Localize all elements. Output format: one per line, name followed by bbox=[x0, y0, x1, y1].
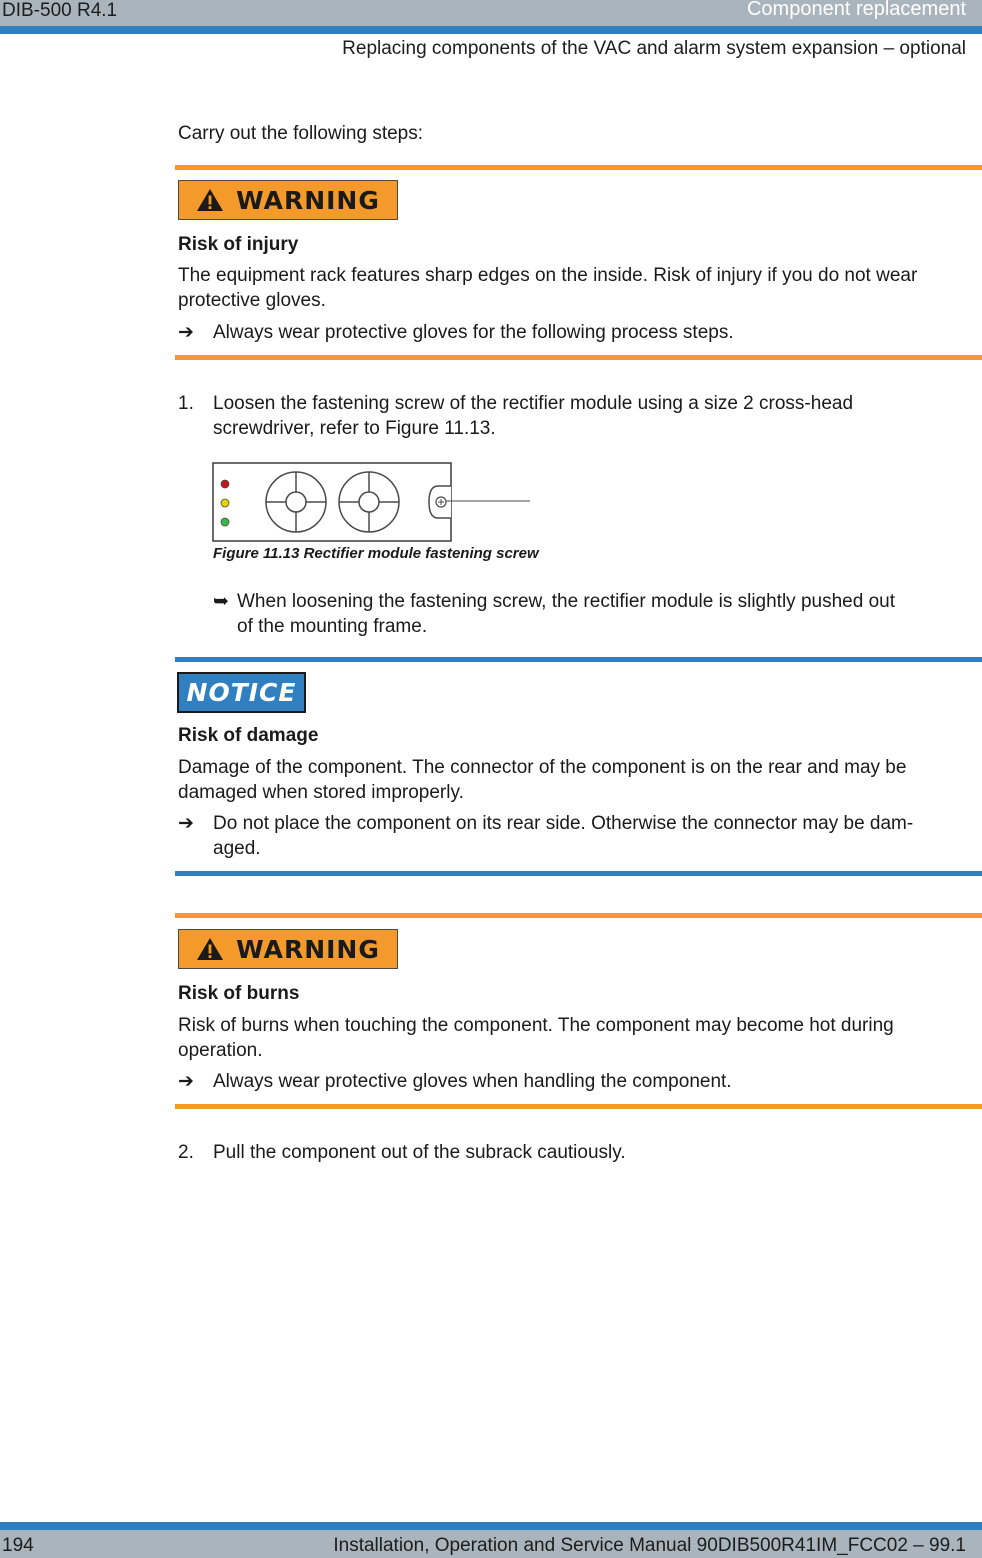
intro-text: Carry out the following steps: bbox=[178, 123, 424, 144]
notice-body-line1: Damage of the component. The connector of the component is on the rear and may be bbox=[178, 757, 907, 778]
warning1-body-line1: The equipment rack features sharp edges on the inside. Risk of injury if you do not wear bbox=[178, 265, 918, 286]
warning1-action: Always wear protective gloves for the following process steps. bbox=[213, 322, 734, 343]
notice-body-line2: damaged when stored improperly. bbox=[178, 782, 464, 803]
rectifier-module-figure bbox=[212, 462, 532, 544]
figure-caption: Figure 11.13 Rectifier module fastening screw bbox=[213, 545, 539, 562]
arrow-icon: ➔ bbox=[178, 322, 194, 343]
warning-triangle-icon bbox=[196, 937, 224, 961]
fan-icon bbox=[339, 472, 399, 532]
step1-line2: screwdriver, refer to Figure 11.13. bbox=[213, 418, 496, 439]
notice-label-text: NOTICE bbox=[186, 678, 297, 707]
warning-triangle-icon bbox=[196, 188, 224, 212]
warning2-title: Risk of burns bbox=[178, 983, 300, 1004]
notice-title: Risk of damage bbox=[178, 725, 319, 746]
step2-number: 2. bbox=[178, 1142, 194, 1163]
manual-title: Installation, Operation and Service Manual 90DIB500R41IM_FCC02 – 99.1 bbox=[333, 1535, 966, 1556]
led-yellow-indicator bbox=[221, 499, 229, 507]
result-line1: When loosening the fastening screw, the rectifier module is slightly pushed out bbox=[237, 591, 895, 612]
notice-top-rule bbox=[175, 657, 982, 662]
warning1-label bbox=[178, 180, 398, 220]
warning2-label bbox=[178, 929, 398, 969]
result-arrow-icon: ➥ bbox=[213, 591, 229, 612]
warning2-bottom-rule bbox=[175, 1104, 982, 1109]
doc-id: DIB-500 R4.1 bbox=[2, 0, 118, 21]
warning1-top-rule bbox=[175, 165, 982, 170]
led-red-indicator bbox=[221, 480, 229, 488]
step1-number: 1. bbox=[178, 393, 194, 414]
notice-label bbox=[177, 672, 306, 713]
arrow-icon: ➔ bbox=[178, 1071, 194, 1092]
warning2-body-line2: operation. bbox=[178, 1040, 263, 1061]
notice-action-line2: aged. bbox=[213, 838, 261, 859]
warning2-action: Always wear protective gloves when handling the component. bbox=[213, 1071, 732, 1092]
step1-line1: Loosen the fastening screw of the rectifier module using a size 2 cross-head bbox=[213, 393, 854, 414]
warning2-top-rule bbox=[175, 913, 982, 918]
fan-icon bbox=[266, 472, 326, 532]
led-green-indicator bbox=[221, 518, 229, 526]
section-title: Replacing components of the VAC and alarm system expansion – optional bbox=[342, 38, 966, 59]
warning2-label-text: WARNING bbox=[236, 934, 380, 964]
warning1-body-line2: protective gloves. bbox=[178, 290, 326, 311]
warning1-title: Risk of injury bbox=[178, 234, 299, 255]
warning2-body-line1: Risk of burns when touching the component. The component may become hot during bbox=[178, 1015, 894, 1036]
footer-stripe bbox=[0, 1522, 982, 1530]
screw-icon bbox=[429, 486, 451, 518]
notice-action-line1: Do not place the component on its rear side. Otherwise the connector may be dam- bbox=[213, 813, 914, 834]
arrow-icon: ➔ bbox=[178, 813, 194, 834]
step2-text: Pull the component out of the subrack cautiously. bbox=[213, 1142, 626, 1163]
page-number: 194 bbox=[2, 1535, 34, 1556]
notice-bottom-rule bbox=[175, 871, 982, 876]
result-line2: of the mounting frame. bbox=[237, 616, 428, 637]
warning1-bottom-rule bbox=[175, 355, 982, 360]
header-stripe bbox=[0, 26, 982, 34]
chapter-title: Component replacement bbox=[746, 0, 966, 20]
warning1-label-text: WARNING bbox=[236, 185, 380, 215]
